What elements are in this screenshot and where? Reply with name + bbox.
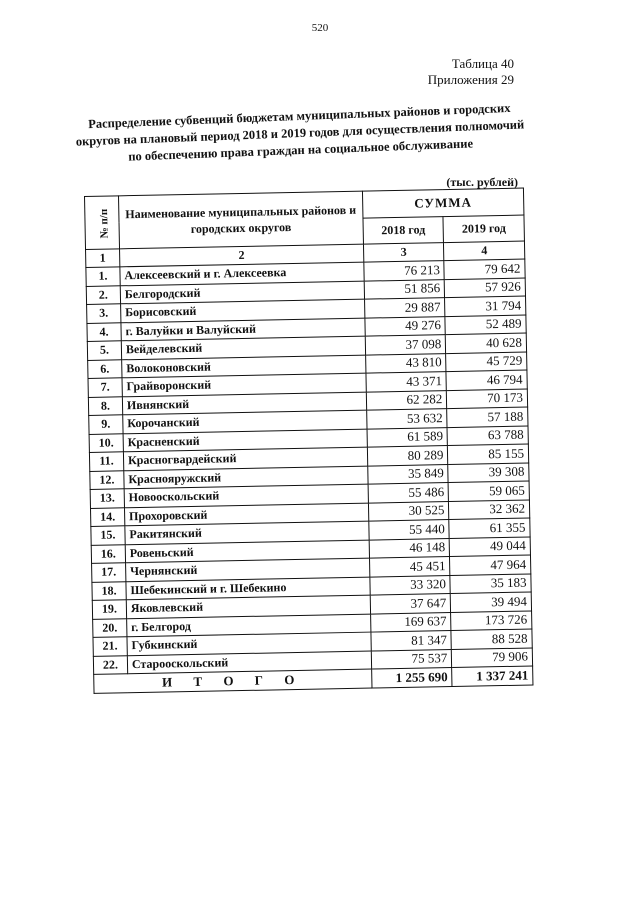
value-2018: 43 810: [365, 353, 446, 373]
district-name: Яковлевский: [126, 595, 370, 618]
district-name: Чернянский: [125, 558, 369, 581]
index-cell: 4: [444, 241, 525, 261]
district-name: Новооскольский: [124, 484, 368, 507]
value-2019: 40 628: [446, 333, 527, 353]
value-2019: 31 794: [445, 296, 526, 316]
district-name: Красногвардейский: [123, 447, 367, 470]
district-name: Волоконовский: [122, 355, 366, 378]
district-name: Красненский: [123, 429, 367, 452]
district-name: Вейделевский: [121, 336, 365, 359]
value-2019: 57 188: [447, 407, 528, 427]
district-name: Грайворонский: [122, 373, 366, 396]
value-2018: 37 647: [370, 594, 451, 614]
row-number: 13.: [90, 489, 124, 508]
row-number: 6.: [88, 359, 122, 378]
value-2019: 39 308: [448, 463, 529, 483]
value-2019: 35 183: [450, 573, 531, 593]
district-name: Ракитянский: [125, 521, 369, 544]
value-2019: 79 642: [444, 259, 525, 279]
value-2018: 49 276: [365, 316, 446, 336]
value-2019: 85 155: [448, 444, 529, 464]
value-2019: 63 788: [447, 426, 528, 446]
row-number: 19.: [92, 600, 126, 619]
row-number: 10.: [89, 433, 123, 452]
header-num-cell: [85, 196, 120, 250]
row-number: 4.: [87, 322, 121, 341]
row-number: 20.: [93, 618, 127, 637]
value-2019: 47 964: [450, 555, 531, 575]
row-number: 21.: [93, 637, 127, 656]
value-2019: 61 355: [449, 518, 530, 538]
value-2018: 46 148: [369, 538, 450, 558]
value-2018: 61 589: [367, 427, 448, 447]
value-2019: 46 794: [446, 370, 527, 390]
value-2018: 51 856: [364, 279, 445, 299]
total-2019: 1 337 241: [452, 666, 533, 686]
value-2018: 30 525: [368, 501, 449, 521]
row-number: 16.: [91, 544, 125, 563]
row-number: 3.: [87, 304, 121, 323]
district-name: г. Валуйки и Валуйский: [121, 318, 365, 341]
value-2018: 45 451: [369, 557, 450, 577]
index-cell: 3: [363, 243, 444, 263]
district-name: Белгородский: [120, 281, 364, 304]
header-name: Наименование муниципальных районов и городских округов: [118, 191, 363, 249]
appendix-label: Приложения 29: [427, 72, 514, 87]
value-2019: 45 729: [446, 352, 527, 372]
district-name: Шебекинский и г. Шебекино: [126, 577, 370, 600]
district-name: Ровеньский: [125, 540, 369, 563]
subsidy-table: [84, 188, 533, 694]
row-number: 18.: [92, 581, 126, 600]
row-number: 9.: [89, 415, 123, 434]
value-2019: 59 065: [448, 481, 529, 501]
district-name: Алексеевский и г. Алексеевка: [120, 262, 364, 285]
value-2018: 75 537: [371, 649, 452, 669]
value-2018: 76 213: [364, 261, 445, 281]
row-number: 8.: [88, 396, 122, 415]
value-2018: 35 849: [368, 464, 449, 484]
row-number: 17.: [92, 563, 126, 582]
index-cell: 2: [119, 244, 363, 267]
header-num: № п/п: [98, 208, 111, 239]
district-name: Губкинский: [127, 632, 371, 655]
value-2018: 55 486: [368, 483, 449, 503]
total-2018: 1 255 690: [371, 668, 452, 688]
header-sum: СУММА: [362, 188, 524, 218]
district-name: Прохоровский: [124, 503, 368, 526]
value-2019: 32 362: [449, 500, 530, 520]
value-2018: 169 637: [370, 612, 451, 632]
district-name: Краснояружский: [124, 466, 368, 489]
row-number: 11.: [89, 452, 123, 471]
district-name: Ивнянский: [122, 392, 366, 415]
value-2019: 70 173: [447, 389, 528, 409]
value-2018: 43 371: [366, 372, 447, 392]
total-label: И Т О Г О: [94, 669, 372, 693]
index-cell: 1: [86, 249, 120, 268]
row-number: 5.: [87, 341, 121, 360]
value-2019: 173 726: [451, 610, 532, 630]
value-2019: 88 528: [451, 629, 532, 649]
value-2018: 53 632: [366, 409, 447, 429]
units-label: (тыс. рублей): [446, 175, 518, 189]
value-2018: 37 098: [365, 335, 446, 355]
table-label: Таблица 40: [451, 56, 514, 71]
district-name: Борисовский: [120, 299, 364, 322]
value-2019: 57 926: [445, 278, 526, 298]
value-2018: 81 347: [371, 631, 452, 651]
page-number: 520: [311, 22, 329, 34]
value-2018: 55 440: [369, 520, 450, 540]
value-2018: 29 887: [364, 298, 445, 318]
document-title: Распределение субвенций бюджетам муниципальных районов и городских округов на плановый период 2018 и 2019 годов для осуществления полномочий по обеспечению права граждан на социальное обслуживание: [75, 100, 525, 164]
district-name: Старооскольский: [127, 651, 371, 674]
row-number: 15.: [91, 526, 125, 545]
row-number: 12.: [90, 470, 124, 489]
row-number: 2.: [86, 285, 120, 304]
value-2019: 39 494: [451, 592, 532, 612]
row-number: 7.: [88, 378, 122, 397]
value-2018: 62 282: [366, 390, 447, 410]
header-year-2019: 2019 год: [443, 215, 524, 243]
value-2019: 49 044: [450, 536, 531, 556]
header-year-2018: 2018 год: [363, 216, 444, 244]
value-2019: 52 489: [445, 315, 526, 335]
value-2018: 80 289: [367, 446, 448, 466]
value-2019: 79 906: [452, 647, 533, 667]
district-name: Корочанский: [123, 410, 367, 433]
row-number: 1.: [86, 267, 120, 286]
district-name: г. Белгород: [127, 614, 371, 637]
row-number: 22.: [93, 655, 127, 674]
value-2018: 33 320: [370, 575, 451, 595]
row-number: 14.: [90, 507, 124, 526]
